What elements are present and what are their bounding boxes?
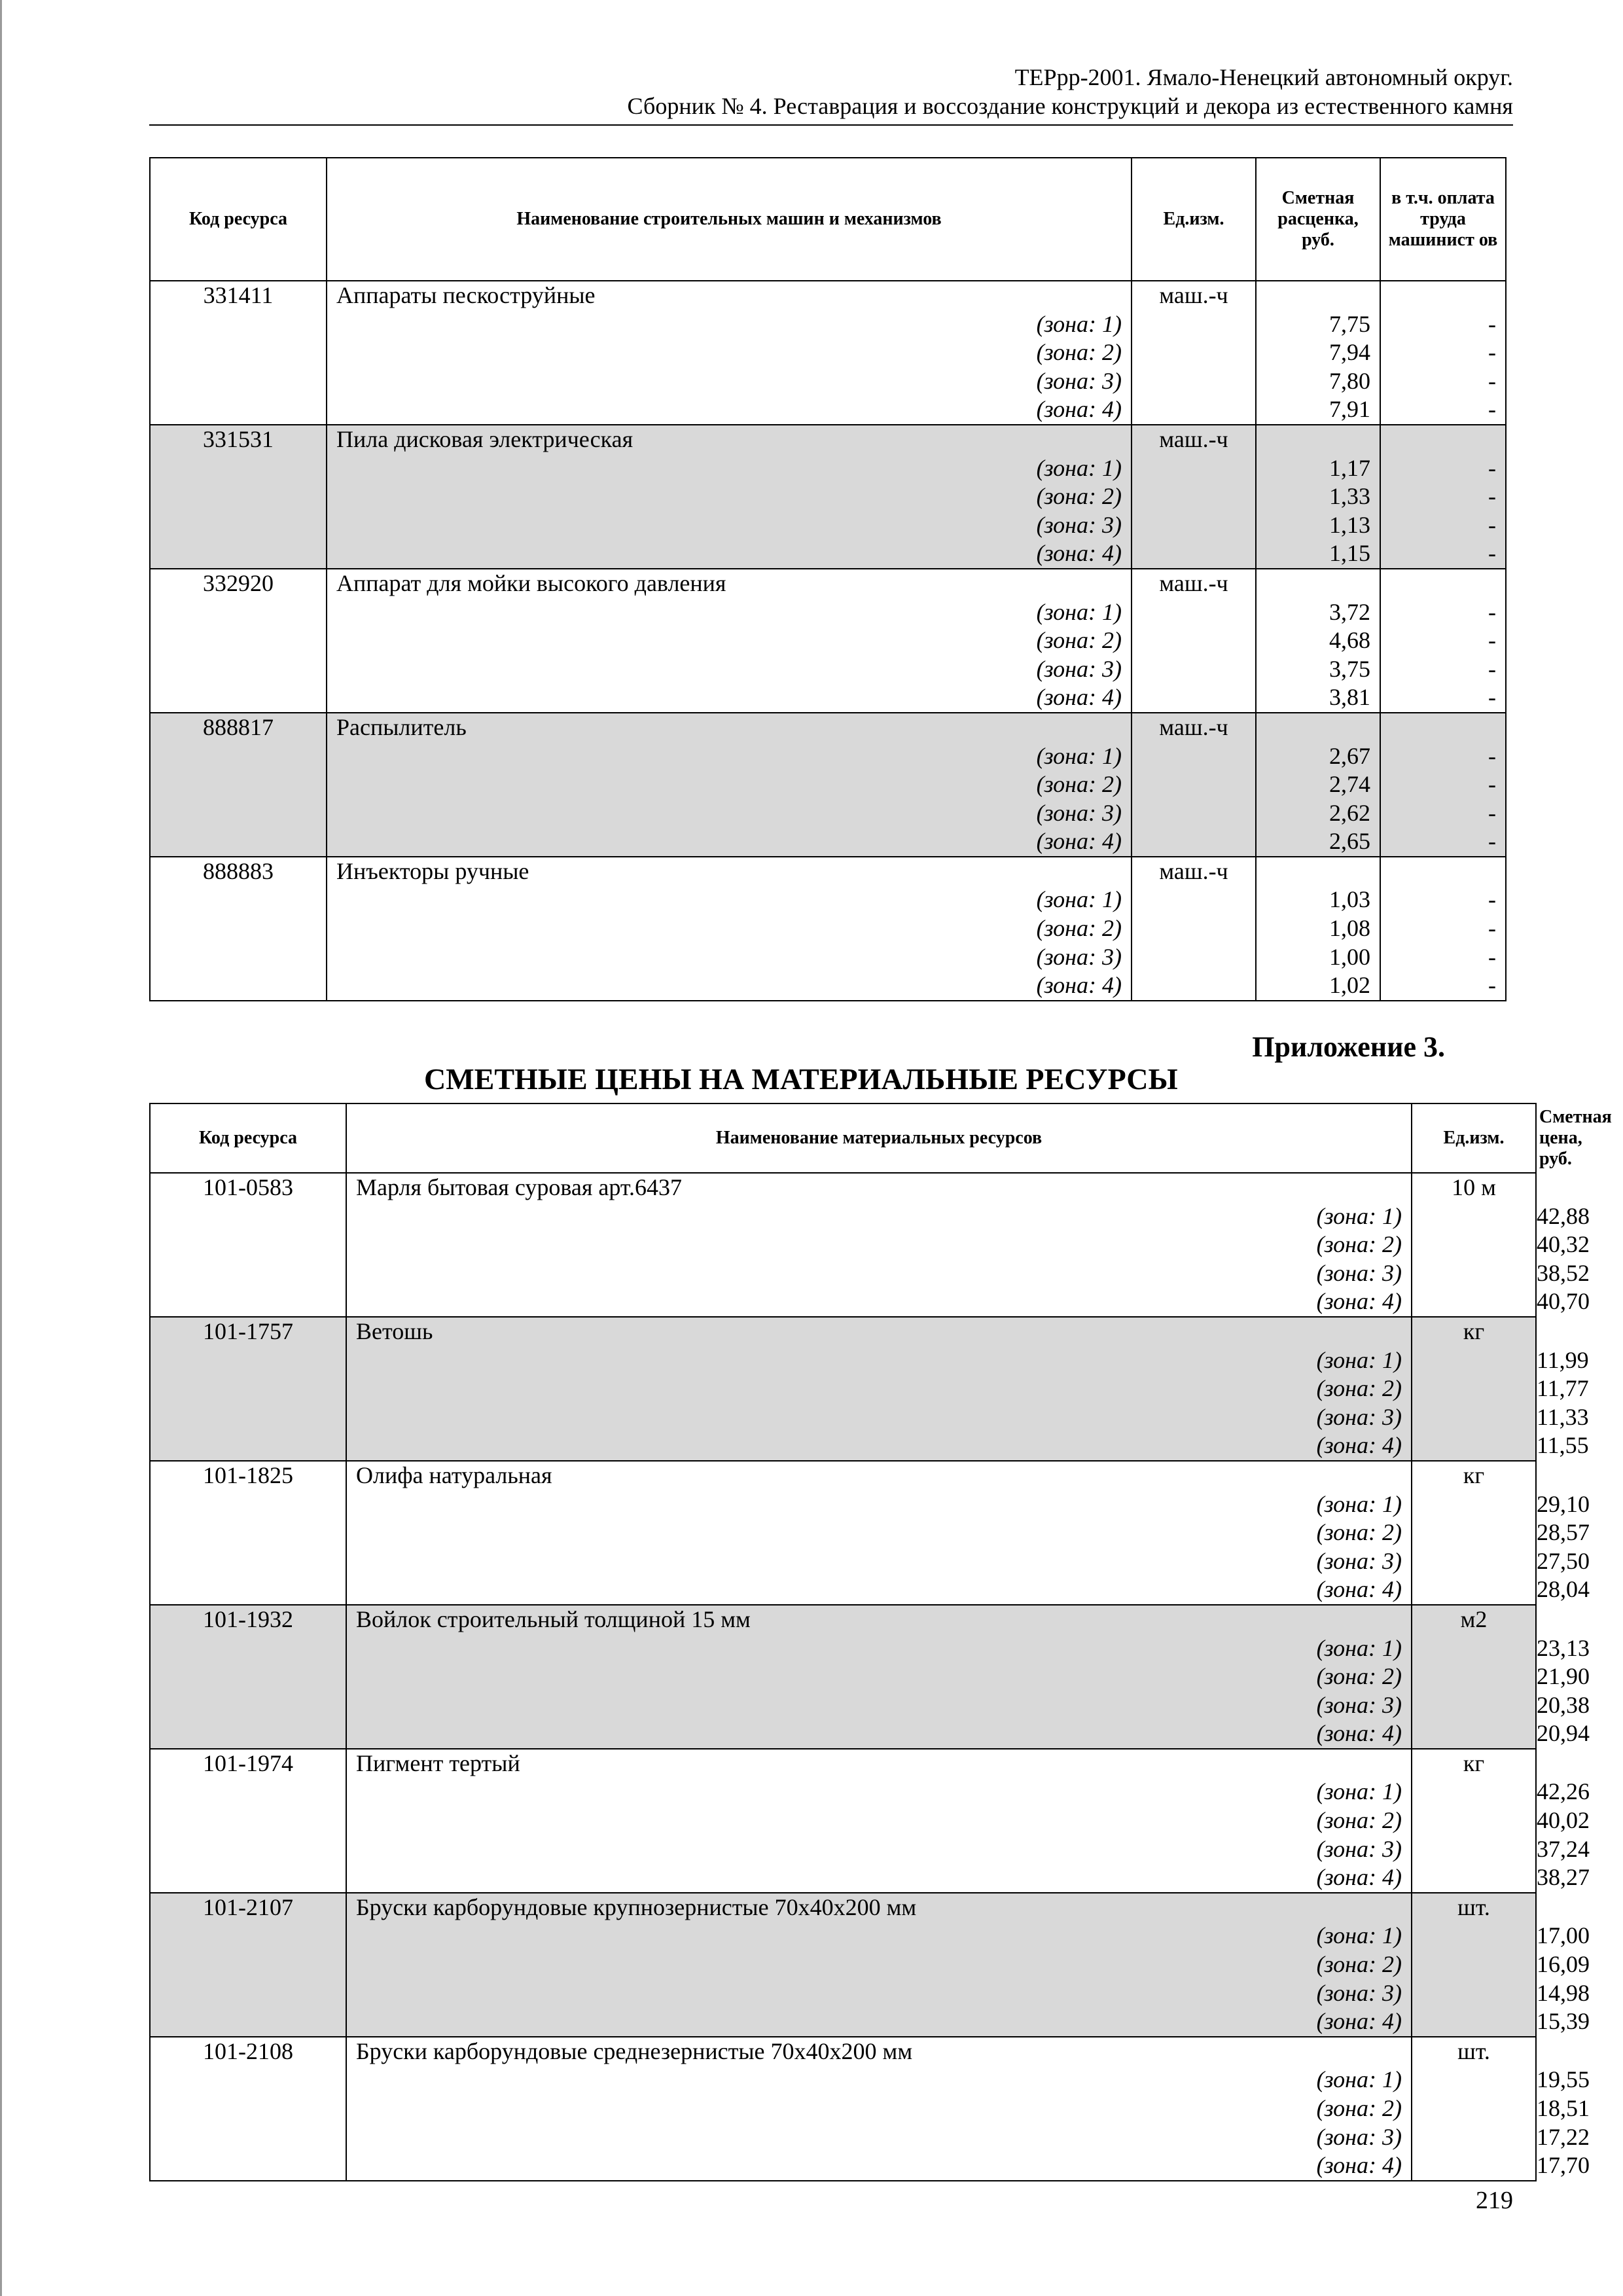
zone-label: (зона: 2): [1316, 1951, 1402, 1978]
zone-label: (зона: 3): [1316, 1403, 1402, 1430]
appendix-label: Приложение 3.: [1252, 1031, 1445, 1063]
zone-price: 38,27: [1537, 1864, 1590, 1891]
zone-label: (зона: 3): [1036, 799, 1122, 826]
zone-label: (зона: 1): [1036, 886, 1122, 913]
zone-label: (зона: 3): [1036, 367, 1122, 394]
resource-price-cell: [1256, 425, 1380, 569]
zone-label: (зона: 2): [1036, 915, 1122, 942]
header-line-2: Сборник № 4. Реставрация и воссоздание конструкций и декора из естественного камня: [627, 93, 1513, 119]
resource-unit: м2: [1460, 1605, 1488, 1632]
zone-price: 1,02: [1329, 972, 1370, 999]
resource-name: Бруски карборундовые крупнозернистые 70х40х200 мм: [356, 1893, 917, 1920]
header-rule: [149, 124, 1513, 126]
resource-price-cell: [1256, 713, 1380, 857]
machines-header-name: Наименование строительных машин и механизмов: [327, 158, 1132, 281]
zone-labor: -: [1488, 483, 1496, 510]
zone-price: 7,94: [1329, 339, 1370, 366]
resource-name-cell: [327, 425, 1132, 569]
zone-price: 15,39: [1537, 2008, 1590, 2035]
resource-name: Распылитель: [336, 713, 467, 740]
zone-label: (зона: 1): [1036, 454, 1122, 481]
zone-price: 2,65: [1329, 828, 1370, 855]
zone-label: (зона: 2): [1036, 483, 1122, 510]
resource-unit: 10 м: [1452, 1174, 1496, 1200]
zone-label: (зона: 3): [1036, 655, 1122, 682]
resource-name-cell: [346, 1173, 1412, 1317]
resource-unit-cell: [1412, 1893, 1536, 2037]
resource-labor-cell: [1380, 569, 1506, 713]
zone-labor: -: [1488, 943, 1496, 970]
resource-code-cell: [150, 1173, 346, 1317]
zone-price: 2,74: [1329, 771, 1370, 798]
resource-unit-cell: [1132, 425, 1256, 569]
machines-header-code: Код ресурса: [150, 158, 327, 281]
zone-labor: -: [1488, 972, 1496, 999]
resource-name: Войлок строительный толщиной 15 мм: [356, 1605, 751, 1632]
zone-label: (зона: 4): [1036, 828, 1122, 855]
materials-header-unit: Ед.изм.: [1412, 1103, 1536, 1173]
zone-price: 40,32: [1537, 1231, 1590, 1258]
zone-price: 1,15: [1329, 540, 1370, 567]
resource-code-cell: [150, 857, 327, 1001]
zone-label: (зона: 3): [1316, 1691, 1402, 1718]
zone-label: (зона: 1): [1036, 310, 1122, 337]
zone-label: (зона: 3): [1316, 1835, 1402, 1862]
zone-price: 11,55: [1537, 1432, 1589, 1459]
zone-price: 21,90: [1537, 1663, 1590, 1690]
zone-price: 14,98: [1537, 1979, 1590, 2006]
resource-code: 101-1974: [203, 1749, 293, 1776]
zone-price: 11,33: [1537, 1403, 1589, 1430]
zone-label: (зона: 2): [1316, 1519, 1402, 1546]
zone-price: 2,62: [1329, 799, 1370, 826]
machine-row: [150, 425, 1506, 569]
resource-code-cell: [150, 1749, 346, 1893]
material-row: [150, 1893, 1590, 2037]
zone-label: (зона: 2): [1036, 627, 1122, 654]
resource-name-cell: [346, 1461, 1412, 1605]
resource-code-cell: [150, 569, 327, 713]
zone-price: 28,57: [1537, 1519, 1590, 1546]
zone-price: 38,52: [1537, 1259, 1590, 1286]
zone-price: 4,68: [1329, 627, 1370, 654]
resource-code: 101-1825: [203, 1462, 293, 1488]
resource-unit: маш.-ч: [1159, 857, 1228, 884]
zone-labor: -: [1488, 511, 1496, 538]
resource-code: 101-2107: [203, 1893, 293, 1920]
zone-labor: -: [1488, 828, 1496, 855]
zone-labor: -: [1488, 771, 1496, 798]
material-row: [150, 1749, 1590, 1893]
zone-label: (зона: 3): [1316, 1547, 1402, 1574]
zone-label: (зона: 4): [1316, 1720, 1402, 1747]
zone-labor: -: [1488, 367, 1496, 394]
resource-code-cell: [150, 1893, 346, 2037]
resource-unit: маш.-ч: [1159, 569, 1228, 596]
zone-price: 42,26: [1537, 1778, 1590, 1805]
zone-label: (зона: 1): [1036, 598, 1122, 625]
machines-table: [149, 157, 1507, 1001]
zone-price: 20,94: [1537, 1720, 1590, 1747]
zone-label: (зона: 3): [1316, 1979, 1402, 2006]
resource-code: 101-0583: [203, 1174, 293, 1200]
zone-label: (зона: 2): [1316, 1807, 1402, 1834]
resource-code-cell: [150, 281, 327, 425]
zone-label: (зона: 4): [1316, 1864, 1402, 1891]
resource-code-cell: [150, 1317, 346, 1461]
zone-price: 1,08: [1329, 915, 1370, 942]
zone-labor: -: [1488, 655, 1496, 682]
zone-label: (зона: 1): [1316, 1634, 1402, 1661]
zone-label: (зона: 3): [1036, 943, 1122, 970]
zone-label: (зона: 2): [1316, 2095, 1402, 2121]
resource-code: 101-1757: [203, 1318, 293, 1344]
resource-code: 101-1932: [203, 1605, 293, 1632]
resource-labor-cell: [1380, 281, 1506, 425]
machine-row: [150, 569, 1506, 713]
resource-code: 331411: [203, 282, 274, 308]
machines-header-price: Сметная расценка, руб.: [1256, 158, 1380, 281]
materials-header-name: Наименование материальных ресурсов: [346, 1103, 1412, 1173]
zone-label: (зона: 2): [1036, 771, 1122, 798]
resource-unit-cell: [1132, 569, 1256, 713]
machines-header-labor: в т.ч. оплата труда машинист ов: [1380, 158, 1506, 281]
zone-labor: -: [1488, 454, 1496, 481]
zone-label: (зона: 1): [1316, 1346, 1402, 1373]
resource-name-cell: [327, 857, 1132, 1001]
material-row: [150, 1173, 1590, 1317]
zone-price: 19,55: [1537, 2066, 1590, 2093]
zone-price: 29,10: [1537, 1490, 1590, 1517]
resource-unit: шт.: [1457, 2037, 1490, 2064]
page-left-edge: [0, 0, 2, 2296]
resource-name-cell: [346, 1893, 1412, 2037]
header-line-1: ТЕРрр-2001. Ямало-Ненецкий автономный округ.: [1014, 64, 1513, 90]
zone-price: 16,09: [1537, 1951, 1590, 1978]
resource-unit-cell: [1412, 1173, 1536, 1317]
zone-labor: -: [1488, 396, 1496, 423]
zone-price: 27,50: [1537, 1547, 1590, 1574]
zone-price: 17,00: [1537, 1922, 1590, 1949]
zone-price: 42,88: [1537, 1202, 1590, 1229]
resource-unit-cell: [1412, 1461, 1536, 1605]
machine-row: [150, 857, 1506, 1001]
zone-price: 11,77: [1537, 1375, 1589, 1402]
resource-unit-cell: [1412, 1749, 1536, 1893]
materials-header-code: Код ресурса: [150, 1103, 346, 1173]
appendix-title: СМЕТНЫЕ ЦЕНЫ НА МАТЕРИАЛЬНЫЕ РЕСУРСЫ: [424, 1062, 1178, 1096]
resource-price-cell: [1256, 857, 1380, 1001]
zone-label: (зона: 4): [1036, 396, 1122, 423]
resource-unit: шт.: [1457, 1893, 1490, 1920]
zone-price: 7,91: [1329, 396, 1370, 423]
zone-label: (зона: 3): [1036, 511, 1122, 538]
resource-unit-cell: [1412, 1605, 1536, 1749]
zone-labor: -: [1488, 627, 1496, 654]
zone-price: 40,02: [1537, 1807, 1590, 1834]
resource-name-cell: [346, 2037, 1412, 2181]
resource-name: Пигмент тертый: [356, 1749, 520, 1776]
resource-name: Марля бытовая суровая арт.6437: [356, 1174, 682, 1200]
resource-code: 888817: [203, 713, 274, 740]
zone-label: (зона: 1): [1316, 1922, 1402, 1949]
machines-header-unit: Ед.изм.: [1132, 158, 1256, 281]
zone-label: (зона: 2): [1316, 1375, 1402, 1402]
zone-labor: -: [1488, 886, 1496, 913]
resource-code-cell: [150, 425, 327, 569]
zone-price: 1,03: [1329, 886, 1370, 913]
resource-price-cell: [1256, 281, 1380, 425]
zone-labor: -: [1488, 598, 1496, 625]
resource-code-cell: [150, 1605, 346, 1749]
zone-price: 17,22: [1537, 2123, 1590, 2150]
resource-unit: маш.-ч: [1159, 713, 1228, 740]
resource-unit-cell: [1412, 1317, 1536, 1461]
resource-code-cell: [150, 713, 327, 857]
zone-price: 37,24: [1537, 1835, 1590, 1862]
zone-price: 3,72: [1329, 598, 1370, 625]
resource-name-cell: [346, 1749, 1412, 1893]
zone-label: (зона: 1): [1036, 742, 1122, 769]
zone-price: 1,33: [1329, 483, 1370, 510]
zone-price: 7,80: [1329, 367, 1370, 394]
zone-label: (зона: 4): [1316, 1576, 1402, 1603]
resource-code: 332920: [203, 569, 274, 596]
zone-label: (зона: 2): [1316, 1231, 1402, 1258]
zone-label: (зона: 1): [1316, 1202, 1402, 1229]
zone-price: 18,51: [1537, 2095, 1590, 2121]
material-row: [150, 1461, 1590, 1605]
resource-unit: кг: [1463, 1749, 1485, 1776]
zone-labor: -: [1488, 339, 1496, 366]
resource-unit-cell: [1132, 713, 1256, 857]
zone-price: 40,70: [1537, 1288, 1590, 1315]
machine-row: [150, 281, 1506, 425]
resource-name-cell: [327, 569, 1132, 713]
material-row: [150, 1317, 1589, 1461]
zone-labor: -: [1488, 915, 1496, 942]
zone-price: 3,75: [1329, 655, 1370, 682]
resource-labor-cell: [1380, 713, 1506, 857]
zone-label: (зона: 4): [1316, 2008, 1402, 2035]
zone-labor: -: [1488, 540, 1496, 567]
zone-price: 23,13: [1537, 1634, 1590, 1661]
material-row: [150, 1605, 1590, 1749]
zone-labor: -: [1488, 310, 1496, 337]
resource-name-cell: [346, 1317, 1412, 1461]
zone-label: (зона: 4): [1316, 1288, 1402, 1315]
running-header: [628, 63, 1513, 120]
resource-name: Олифа натуральная: [356, 1462, 552, 1488]
zone-price: 1,13: [1329, 511, 1370, 538]
zone-label: (зона: 1): [1316, 1490, 1402, 1517]
material-row: [150, 2037, 1590, 2181]
resource-labor-cell: [1380, 857, 1506, 1001]
resource-unit-cell: [1132, 281, 1256, 425]
zone-price: 28,04: [1537, 1576, 1590, 1603]
resource-unit: маш.-ч: [1159, 282, 1228, 308]
zone-price: 7,75: [1329, 310, 1370, 337]
resource-unit: кг: [1463, 1462, 1485, 1488]
resource-unit-cell: [1132, 857, 1256, 1001]
zone-labor: -: [1488, 742, 1496, 769]
resource-name: Бруски карборундовые среднезернистые 70х40х200 мм: [356, 2037, 913, 2064]
resource-name: Пила дисковая электрическая: [336, 425, 633, 452]
resource-code: 888883: [203, 857, 274, 884]
resource-name: Аппараты пескоструйные: [336, 282, 596, 308]
zone-label: (зона: 4): [1036, 972, 1122, 999]
resource-name-cell: [327, 281, 1132, 425]
resource-code-cell: [150, 1461, 346, 1605]
zone-label: (зона: 4): [1316, 1432, 1402, 1459]
resource-unit-cell: [1412, 2037, 1536, 2181]
zone-price: 2,67: [1329, 742, 1370, 769]
zone-price: 11,99: [1537, 1346, 1589, 1373]
zone-labor: -: [1488, 684, 1496, 711]
zone-label: (зона: 3): [1316, 2123, 1402, 2150]
zone-label: (зона: 4): [1036, 684, 1122, 711]
resource-name-cell: [327, 713, 1132, 857]
resource-unit: маш.-ч: [1159, 425, 1228, 452]
resource-name: Аппарат для мойки высокого давления: [336, 569, 726, 596]
zone-label: (зона: 4): [1316, 2152, 1402, 2179]
zone-label: (зона: 1): [1316, 1778, 1402, 1805]
resource-code-cell: [150, 2037, 346, 2181]
zone-price: 3,81: [1329, 684, 1370, 711]
zone-label: (зона: 4): [1036, 540, 1122, 567]
resource-labor-cell: [1380, 425, 1506, 569]
resource-name: Ветошь: [356, 1318, 433, 1344]
zone-label: (зона: 2): [1316, 1663, 1402, 1690]
resource-code: 101-2108: [203, 2037, 293, 2064]
zone-labor: -: [1488, 799, 1496, 826]
zone-price: 20,38: [1537, 1691, 1590, 1718]
resource-price-cell: [1256, 569, 1380, 713]
machine-row: [150, 713, 1506, 857]
zone-label: (зона: 3): [1316, 1259, 1402, 1286]
zone-label: (зона: 2): [1036, 339, 1122, 366]
resource-unit: кг: [1463, 1318, 1485, 1344]
resource-name-cell: [346, 1605, 1412, 1749]
resource-name: Инъекторы ручные: [336, 857, 529, 884]
zone-price: 17,70: [1537, 2152, 1590, 2179]
materials-table: Код ресурса Наименование материальных ресурсов Ед.изм. Сметная цена, руб. 101-0583 Марля бытовая суровая арт.6437 (зона: 1) (зона: 2) (зона: 3) (зона: 4) 10 м 42,88 40,32 38,52 40,70 101-1757 Ветошь (зона: 1) (зона: 2) (зона: 3) (зона: 4) кг 11,99 11,77 11,33 11,55 101-1825 Олифа натуральная (зона: 1) (зона: 2) (зона: 3) (зона: 4) кг 29,10 28,57 27,50 28,04 101-1932 Войлок строительный толщиной 15 мм (зона: 1) (зона: 2) (зона: 3) (зона: 4) м2 23,13 21,90 20,38 20,94 101-1974 Пигмент тертый (зона: 1) (зона: 2) (зона: 3) (зона: 4) кг 42,26 40,02 37,24 38,27 101-2107 Бруски карборундовые крупнозернистые 70х40х200 мм (зона: 1) (зона: 2) (зона: 3) (зона: 4) шт. 17,00 16,09 14,98 15,39 101-2108 Бруски карборундовые среднезернистые 70х40х200 мм (зона: 1) (зона: 2) (зона: 3) (зона: 4) шт. 19,55 18,51 17,22 17,70: [149, 1103, 1537, 2181]
zone-price: 1,00: [1329, 943, 1370, 970]
zone-price: 1,17: [1329, 454, 1370, 481]
resource-code: 331531: [203, 425, 274, 452]
page-number: 219: [1476, 2187, 1513, 2214]
zone-label: (зона: 1): [1316, 2066, 1402, 2093]
